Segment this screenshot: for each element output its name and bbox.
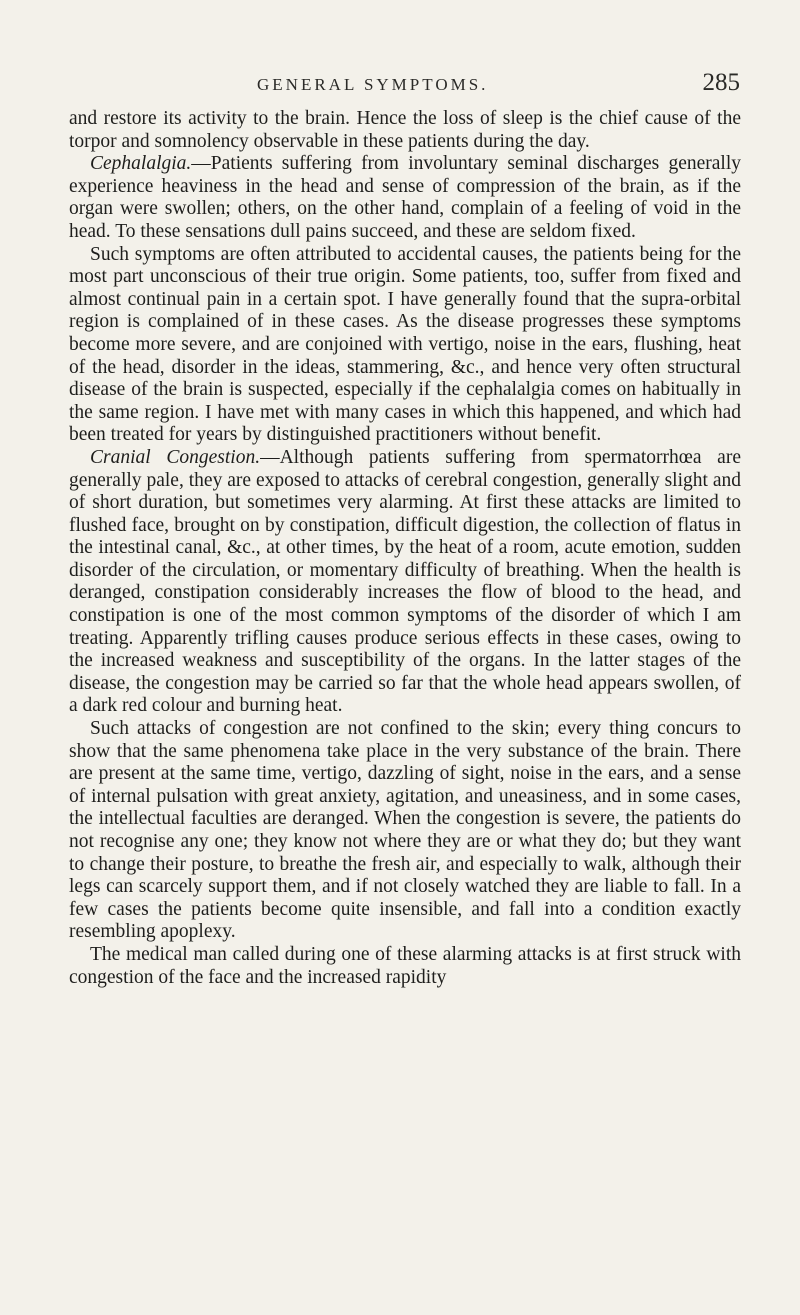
paragraph-text: —Although patients suffering from spermatorrhœa are generally pale, they are exposed to attacks of cerebral congestion, generally slight and of short duration, but sometimes very alarming. At first these attacks are limited to flushed face, brought on by constipation, difficult digestion, the collection of flatus in the intestinal canal, &c., at other times, by the heat of a room, acute emotion, sudden disorder of the circulation, or momentary difficulty of breathing. When the health is deranged, constipation considerably increases the flow of blood to the head, and constipation is one of the most common symptoms of the disorder of which I am treating. Apparently trifling causes produce serious effects in these cases, owing to the increased weakness and susceptibility of the organs. In the latter stages of the disease, the congestion may be carried so far that the whole head appears swollen, of a dark red colour and burning heat.	[69, 446, 741, 717]
paragraph	[69, 718, 741, 944]
page-number: 285	[702, 69, 740, 96]
running-title: GENERAL SYMPTOMS.	[257, 75, 489, 94]
paragraph-text: Such attacks of congestion are not confined to the skin; every thing concurs to show that the same phenomena take place in the very substance of the brain. There are present at the same time, vertigo, dazzling of sight, noise in the ears, and a sense of internal pulsation with great anxiety, agitation, and uneasiness, and in some cases, the intellectual faculties are deranged. When the congestion is severe, the patients do not recognise any one; they know not where they are or what they do; but they want to change their posture, to breathe the fresh air, and especially to walk, although their legs can scarcely support them, and if not closely watched they are liable to fall. In a few cases the patients become quite insensible, and fall into a condition exactly resembling apoplexy.	[69, 718, 741, 943]
paragraph	[69, 108, 741, 153]
running-head	[0, 69, 800, 101]
paragraph-text: The medical man called during one of these alarming attacks is at first struck with congestion of the face and the increased rapidity	[69, 943, 741, 988]
paragraph	[69, 944, 741, 989]
section-heading-cranial-congestion: Cranial Congestion.	[90, 446, 261, 468]
paragraph	[69, 244, 741, 447]
section-heading-cephalalgia: Cephalalgia.	[90, 153, 192, 175]
paragraph-cranial-congestion	[69, 447, 741, 718]
paragraph-text: and restore its activity to the brain. Hence the loss of sleep is the chief cause of the torpor and somnolency observable in these patients during the day.	[69, 108, 741, 152]
paragraph-cephalalgia	[69, 153, 741, 243]
paragraph-text: Such symptoms are often attributed to accidental causes, the patients being for the most part unconscious of their true origin. Some patients, too, suffer from fixed and almost continual pain in a certain spot. I have generally found that the supra-orbital region is complained of in these cases. As the disease progresses these symptoms become more severe, and are conjoined with vertigo, noise in the ears, flushing, heat of the head, disorder in the ideas, stammering, &c., and hence very often structural disease of the brain is suspected, especially if the cephalalgia comes on habitually in the same region. I have met with many cases in which this happened, and which had been treated for years by distinguished practitioners without benefit.	[69, 243, 741, 446]
body-text	[69, 108, 741, 989]
paragraph-text: —Patients suffering from involuntary seminal discharges generally experience heaviness in the head and sense of compression of the brain, as if the organ were swollen; others, on the other hand, complain of a feeling of void in the head. To these sensations dull pains succeed, and these are seldom fixed.	[69, 153, 741, 242]
